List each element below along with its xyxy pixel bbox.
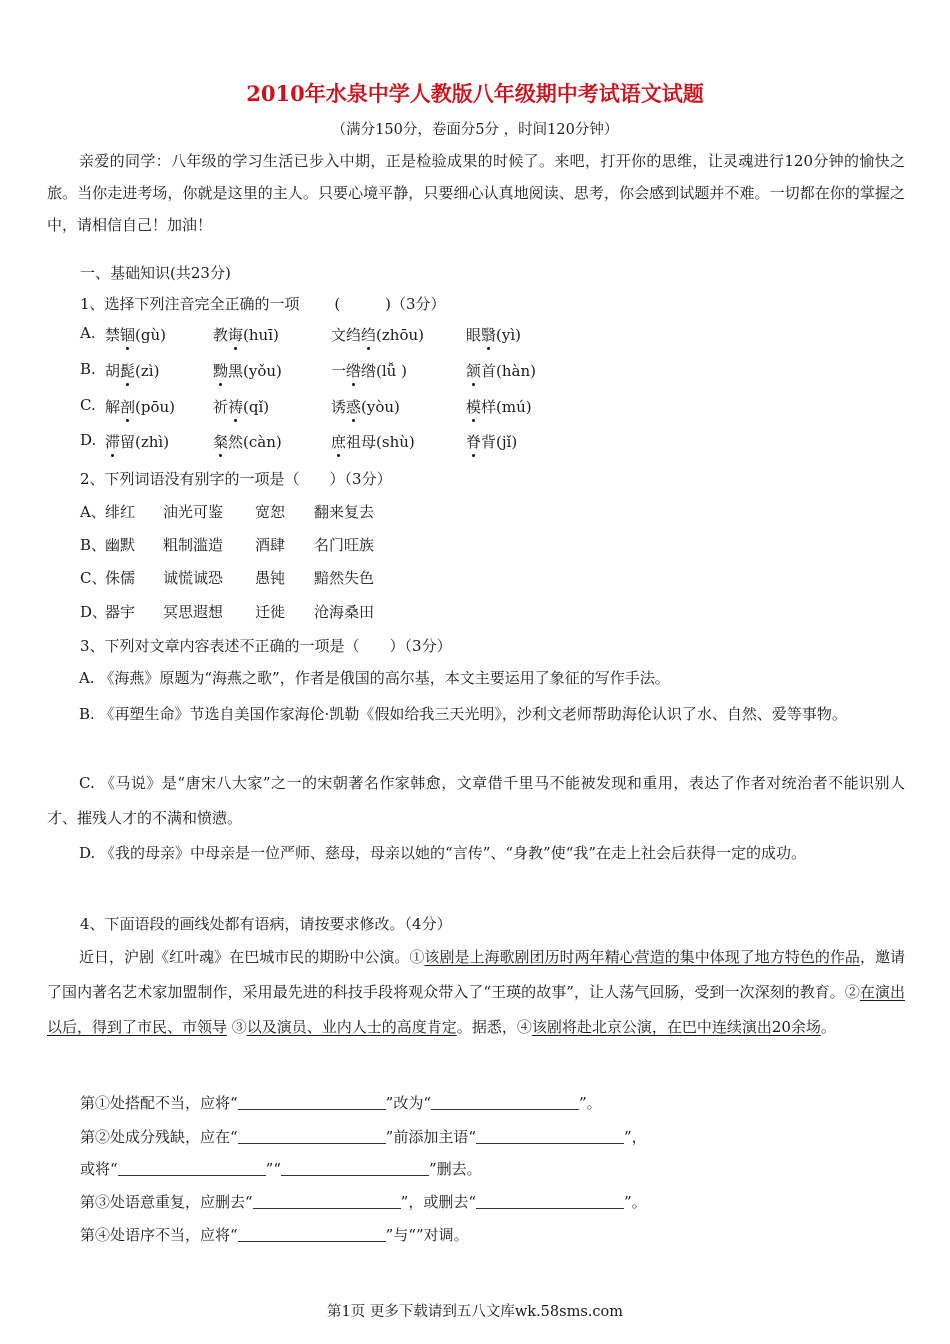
dotted-character: 剖 [120, 398, 136, 416]
word-item: 器宇 [105, 603, 136, 621]
dotted-character: 锢 [120, 326, 136, 344]
pinyin-item: 模样(mú) [466, 398, 532, 416]
question-3-option-d: D. 《我的母亲》中母亲是一位严师、慈母，母亲以她的“言传”、“身教”使“我”在走上社会后获得一定的成功。 [79, 844, 807, 862]
pinyin-item: 脊背(jǐ) [466, 433, 518, 451]
fill-line-1: 第①处搭配不当，应将“ ”改为“ ”。 [80, 1094, 602, 1112]
word-item: 愚钝 [255, 569, 286, 587]
pinyin-item: 黝黑(yǒu) [213, 362, 282, 380]
answer-blank[interactable] [238, 1095, 386, 1110]
dotted-character: 脊 [466, 433, 482, 451]
word-item: 名门旺族 [314, 536, 375, 554]
exam-subtitle: （满分150分，卷面分5分 ，时间120分钟） [331, 122, 619, 138]
pinyin-item: 文绉绉(zhōu) [331, 326, 424, 344]
word-item: 冥思遐想 [163, 603, 224, 621]
dotted-character: 颔 [466, 362, 482, 380]
answer-blank[interactable] [238, 1129, 386, 1144]
word-item: 幽默 [105, 536, 136, 554]
dotted-character: 诲 [228, 326, 244, 344]
pinyin-item: 颔首(hàn) [466, 362, 536, 380]
pinyin-item: 一绺绺(lǚ ) [331, 362, 407, 380]
answer-blank[interactable] [476, 1129, 624, 1144]
word-item: 酒肆 [255, 536, 286, 554]
dotted-character: 绉 [361, 326, 377, 344]
question-1-stem: 1、选择下列注音完全正确的一项 ( )（3分） [80, 295, 446, 313]
answer-blank[interactable] [253, 1194, 401, 1209]
option-label: B、 [80, 536, 107, 554]
option-label: B. [80, 360, 96, 378]
pinyin-item: 胡髭(zì) [105, 362, 160, 380]
option-label: A、 [80, 503, 106, 521]
word-item: 迁徙 [255, 603, 286, 621]
pinyin-item: 眼翳(yì) [466, 326, 522, 344]
dotted-character: 髭 [120, 362, 136, 380]
dotted-character: 模 [466, 398, 482, 416]
word-item: 沧海桑田 [314, 603, 375, 621]
option-label: C. [80, 396, 96, 414]
option-label: A. [80, 324, 96, 342]
word-item: 宽恕 [255, 503, 286, 521]
section-heading: 一、基础知识(共23分) [80, 264, 231, 282]
question-4-stem: 4、下面语段的画线处都有语病，请按要求修改。（4分） [80, 915, 452, 933]
question-3-option-a: A. 《海燕》原题为“海燕之歌”，作者是俄国的高尔基，本文主要运用了象征的写作手法。 [79, 669, 670, 687]
underlined-sentence-3: 以及演员、业内人士的高度肯定 [246, 1018, 457, 1036]
underlined-sentence-1: 该剧是上海歌剧团历时两年精心营造的集中体现了地方特色的作品 [424, 948, 860, 966]
question-3-stem: 3、下列对文章内容表述不正确的一项是（ ）（3分） [80, 637, 452, 655]
question-4-passage: 近日，沪剧《红叶魂》在巴城市民的期盼中公演。①该剧是上海歌剧团历时两年精心营造的集中体现了地方特色的作品，邀请了国内著名艺术家加盟制作，采用最先进的科技手段将观众带入了“王瑛的故事”，让人荡气回肠，受到一次深刻的教育。②在演出以后，得到了市民、市领导 ③以及演员、业内人士的高度肯定。据悉，④该剧将赴北京公演，在巴中连续演出20余场。 [47, 948, 905, 1036]
fill-line-5: 第④处语序不当，应将“ ”与“”对调。 [80, 1226, 469, 1244]
question-2-stem: 2、下列词语没有别字的一项是（ ）（3分） [80, 470, 392, 488]
fill-line-4: 第③处语意重复，应删去“ ”，或删去“ ”。 [80, 1193, 647, 1211]
dotted-character: 翳 [481, 326, 497, 344]
underlined-sentence-2: 在演出以后，得到了市民、市领导 [47, 983, 905, 1036]
dotted-character: 惑 [346, 398, 362, 416]
answer-blank[interactable] [118, 1161, 266, 1176]
word-item: 侏儒 [105, 569, 136, 587]
fill-line-3: 或将“ ”“ ”删去。 [80, 1160, 482, 1178]
dotted-character: 庶 [331, 433, 347, 451]
option-label: D. [80, 431, 97, 449]
word-item: 绯红 [105, 503, 136, 521]
dotted-character: 绺 [346, 362, 362, 380]
question-3-option-b: B. 《再塑生命》节选自美国作家海伦·凯勒《假如给我三天光明》，沙利文老师帮助海伦认识了水、自然、爱等事物。 [79, 705, 847, 723]
fill-line-2: 第②处成分残缺，应在“ ”前添加主语“ ”， [80, 1128, 647, 1146]
word-item: 黯然失色 [314, 569, 375, 587]
dotted-character: 滞 [105, 433, 121, 451]
answer-blank[interactable] [476, 1194, 624, 1209]
page-footer: 第1页 更多下载请到五八文库wk.58sms.com [327, 1304, 623, 1320]
option-label: D、 [80, 603, 108, 621]
pinyin-item: 教诲(huī) [213, 326, 279, 344]
page-title: 2010年水泉中学人教版八年级期中考试语文试题 [246, 81, 704, 106]
dotted-character: 黝 [213, 362, 229, 380]
underlined-sentence-4: 该剧将赴北京公演，在巴中连续演出20余场 [531, 1018, 821, 1036]
pinyin-item: 滞留(zhì) [105, 433, 170, 451]
pinyin-item: 解剖(pōu) [105, 398, 176, 416]
pinyin-item: 祈祷(qǐ) [213, 398, 270, 416]
answer-blank[interactable] [281, 1161, 429, 1176]
answer-blank[interactable] [431, 1095, 579, 1110]
dotted-character: 祷 [228, 398, 244, 416]
word-item: 油光可鉴 [163, 503, 224, 521]
answer-blank[interactable] [238, 1227, 386, 1242]
pinyin-item: 诱惑(yòu) [331, 398, 400, 416]
pinyin-item: 庶祖母(shù) [331, 433, 415, 451]
pinyin-item: 粲然(càn) [213, 433, 282, 451]
dotted-character: 粲 [213, 433, 229, 451]
word-item: 翻来复去 [314, 503, 375, 521]
option-label: C、 [80, 569, 107, 587]
question-3-option-c: C. 《马说》是“唐宋八大家”之一的宋朝著名作家韩愈，文章借千里马不能被发现和重用，表达了作者对统治者不能识别人才、摧残人才的不满和愤懑。 [47, 774, 905, 827]
word-item: 粗制滥造 [163, 536, 224, 554]
pinyin-item: 禁锢(gù) [105, 326, 166, 344]
word-item: 诚慌诚恐 [163, 569, 224, 587]
intro-paragraph: 亲爱的同学：八年级的学习生活已步入中期，正是检验成果的时候了。来吧，打开你的思维，让灵魂进行120分钟的愉快之旅。当你走进考场，你就是这里的主人。只要心境平静，只要细心认真地阅读、思考，你会感到试题并不难。一切都在你的掌握之中，请相信自己！加油！ [47, 152, 905, 234]
